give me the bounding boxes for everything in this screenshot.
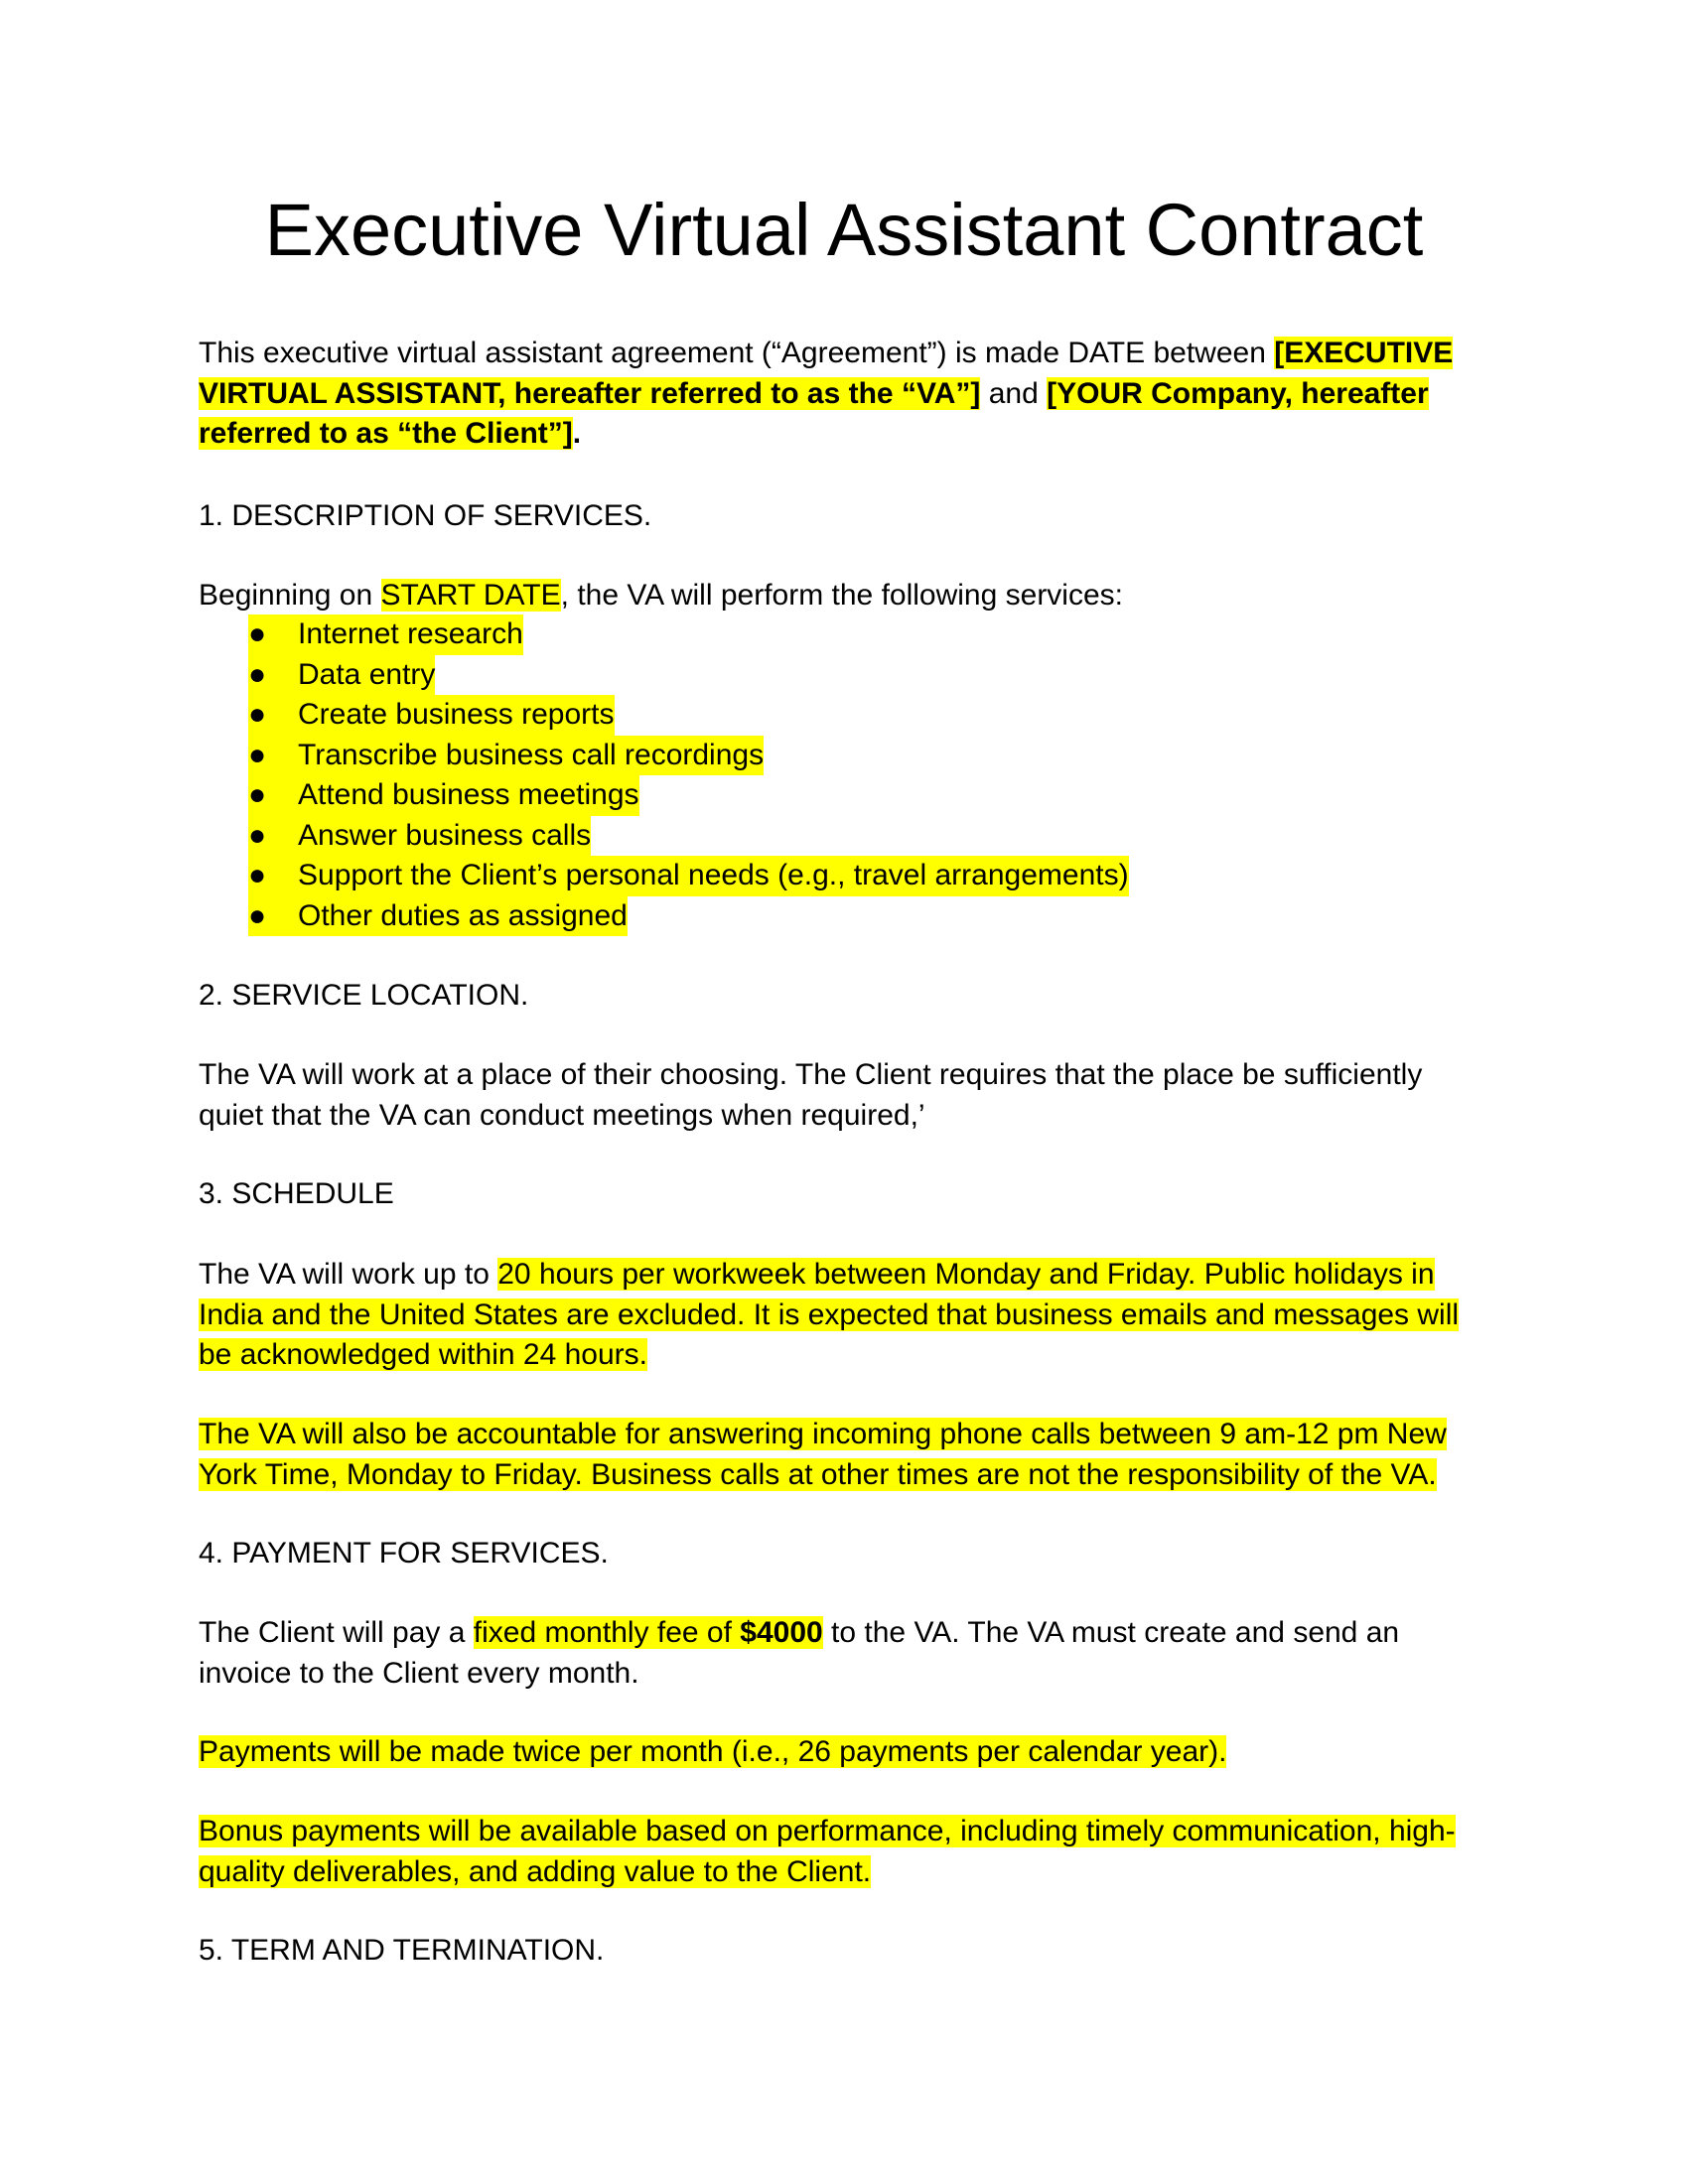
- payment-paragraph-2: [199, 1732, 1489, 1773]
- schedule-hours-highlight: 20 hours per workweek between Monday and Friday. Public holidays in India and the United States are excluded. It is expected that business emails and messages will be acknowledged within 24 hours.: [199, 1258, 1460, 1371]
- bullet-icon: ●: [248, 859, 267, 891]
- services-lead-before: Beginning on: [199, 579, 381, 612]
- bullet-icon: ●: [248, 698, 267, 731]
- payment-paragraph-3: [199, 1812, 1489, 1892]
- intro-paragraph: [199, 334, 1489, 455]
- services-lead-after: , the VA will perform the following services:: [560, 579, 1123, 612]
- start-date-placeholder: START DATE: [380, 579, 561, 612]
- service-item-text: Answer business calls: [298, 818, 592, 852]
- services-list: [248, 614, 1129, 936]
- list-item: [248, 856, 1129, 896]
- service-location-paragraph: The VA will work at a place of their choosing. The Client requires that the place be sufficiently quiet that the VA can conduct meetings when required,’: [199, 1058, 1423, 1132]
- fee-amount: $4000: [740, 1616, 823, 1649]
- service-item-text: Create business reports: [298, 698, 615, 731]
- payment-p1-after: to the VA. The VA must create and send an invoice to the Client every month.: [199, 1616, 1400, 1690]
- section-5-heading: 5. TERM AND TERMINATION.: [199, 1934, 605, 1967]
- intro-text-3: .: [572, 417, 582, 450]
- service-item-text: Support the Client’s personal needs (e.g., travel arrangements): [298, 859, 1129, 891]
- service-item-text: Data entry: [298, 657, 436, 691]
- service-item-text: Other duties as assigned: [298, 898, 628, 932]
- list-item: [248, 736, 1129, 776]
- list-item: [248, 775, 1129, 816]
- section-3-heading: 3. SCHEDULE: [199, 1177, 394, 1210]
- list-item: [248, 614, 1129, 655]
- section-2-heading: 2. SERVICE LOCATION.: [199, 979, 529, 1012]
- intro-text-1: This executive virtual assistant agreement (“Agreement”) is made DATE between: [199, 337, 1275, 369]
- schedule-paragraph-1: [199, 1255, 1489, 1376]
- payment-paragraph-1: [199, 1613, 1489, 1694]
- service-item-text: Attend business meetings: [298, 778, 639, 811]
- bullet-icon: ●: [248, 778, 267, 811]
- list-item: [248, 896, 1129, 937]
- service-item-text: Transcribe business call recordings: [298, 738, 765, 771]
- payment-p1-before: The Client will pay a: [199, 1616, 474, 1649]
- payment-frequency-highlight: Payments will be made twice per month (i.e., 26 payments per calendar year).: [199, 1735, 1227, 1768]
- document-title: Executive Virtual Assistant Contract: [264, 189, 1424, 271]
- va-party-placeholder: [EXECUTIVE VIRTUAL ASSISTANT, hereafter referred to as the “VA”]: [199, 337, 1454, 410]
- client-party-placeholder: [YOUR Company, hereafter referred to as “the Client”]: [199, 376, 1429, 450]
- service-item-text: Internet research: [298, 617, 523, 650]
- services-lead: [199, 576, 1489, 616]
- fee-label-highlight: fixed monthly fee of: [473, 1616, 741, 1649]
- schedule-paragraph-2: [199, 1415, 1489, 1495]
- list-item: [248, 695, 1129, 736]
- bullet-icon: ●: [248, 657, 267, 691]
- section-4-heading: 4. PAYMENT FOR SERVICES.: [199, 1537, 609, 1570]
- intro-text-2: and: [980, 376, 1048, 410]
- bullet-icon: ●: [248, 617, 267, 650]
- list-item: [248, 816, 1129, 857]
- schedule-p1-before: The VA will work up to: [199, 1258, 498, 1291]
- bullet-icon: ●: [248, 738, 267, 771]
- bonus-payments-highlight: Bonus payments will be available based on performance, including timely communication, high-quality deliverables, and adding value to the Client.: [199, 1815, 1456, 1888]
- list-item: [248, 655, 1129, 696]
- bullet-icon: ●: [248, 818, 267, 852]
- schedule-calls-highlight: The VA will also be accountable for answering incoming phone calls between 9 am-12 pm New York Time, Monday to Friday. Business calls at other times are not the responsibility of the VA.: [199, 1418, 1447, 1491]
- section-1-heading: 1. DESCRIPTION OF SERVICES.: [199, 499, 652, 532]
- bullet-icon: ●: [248, 898, 267, 932]
